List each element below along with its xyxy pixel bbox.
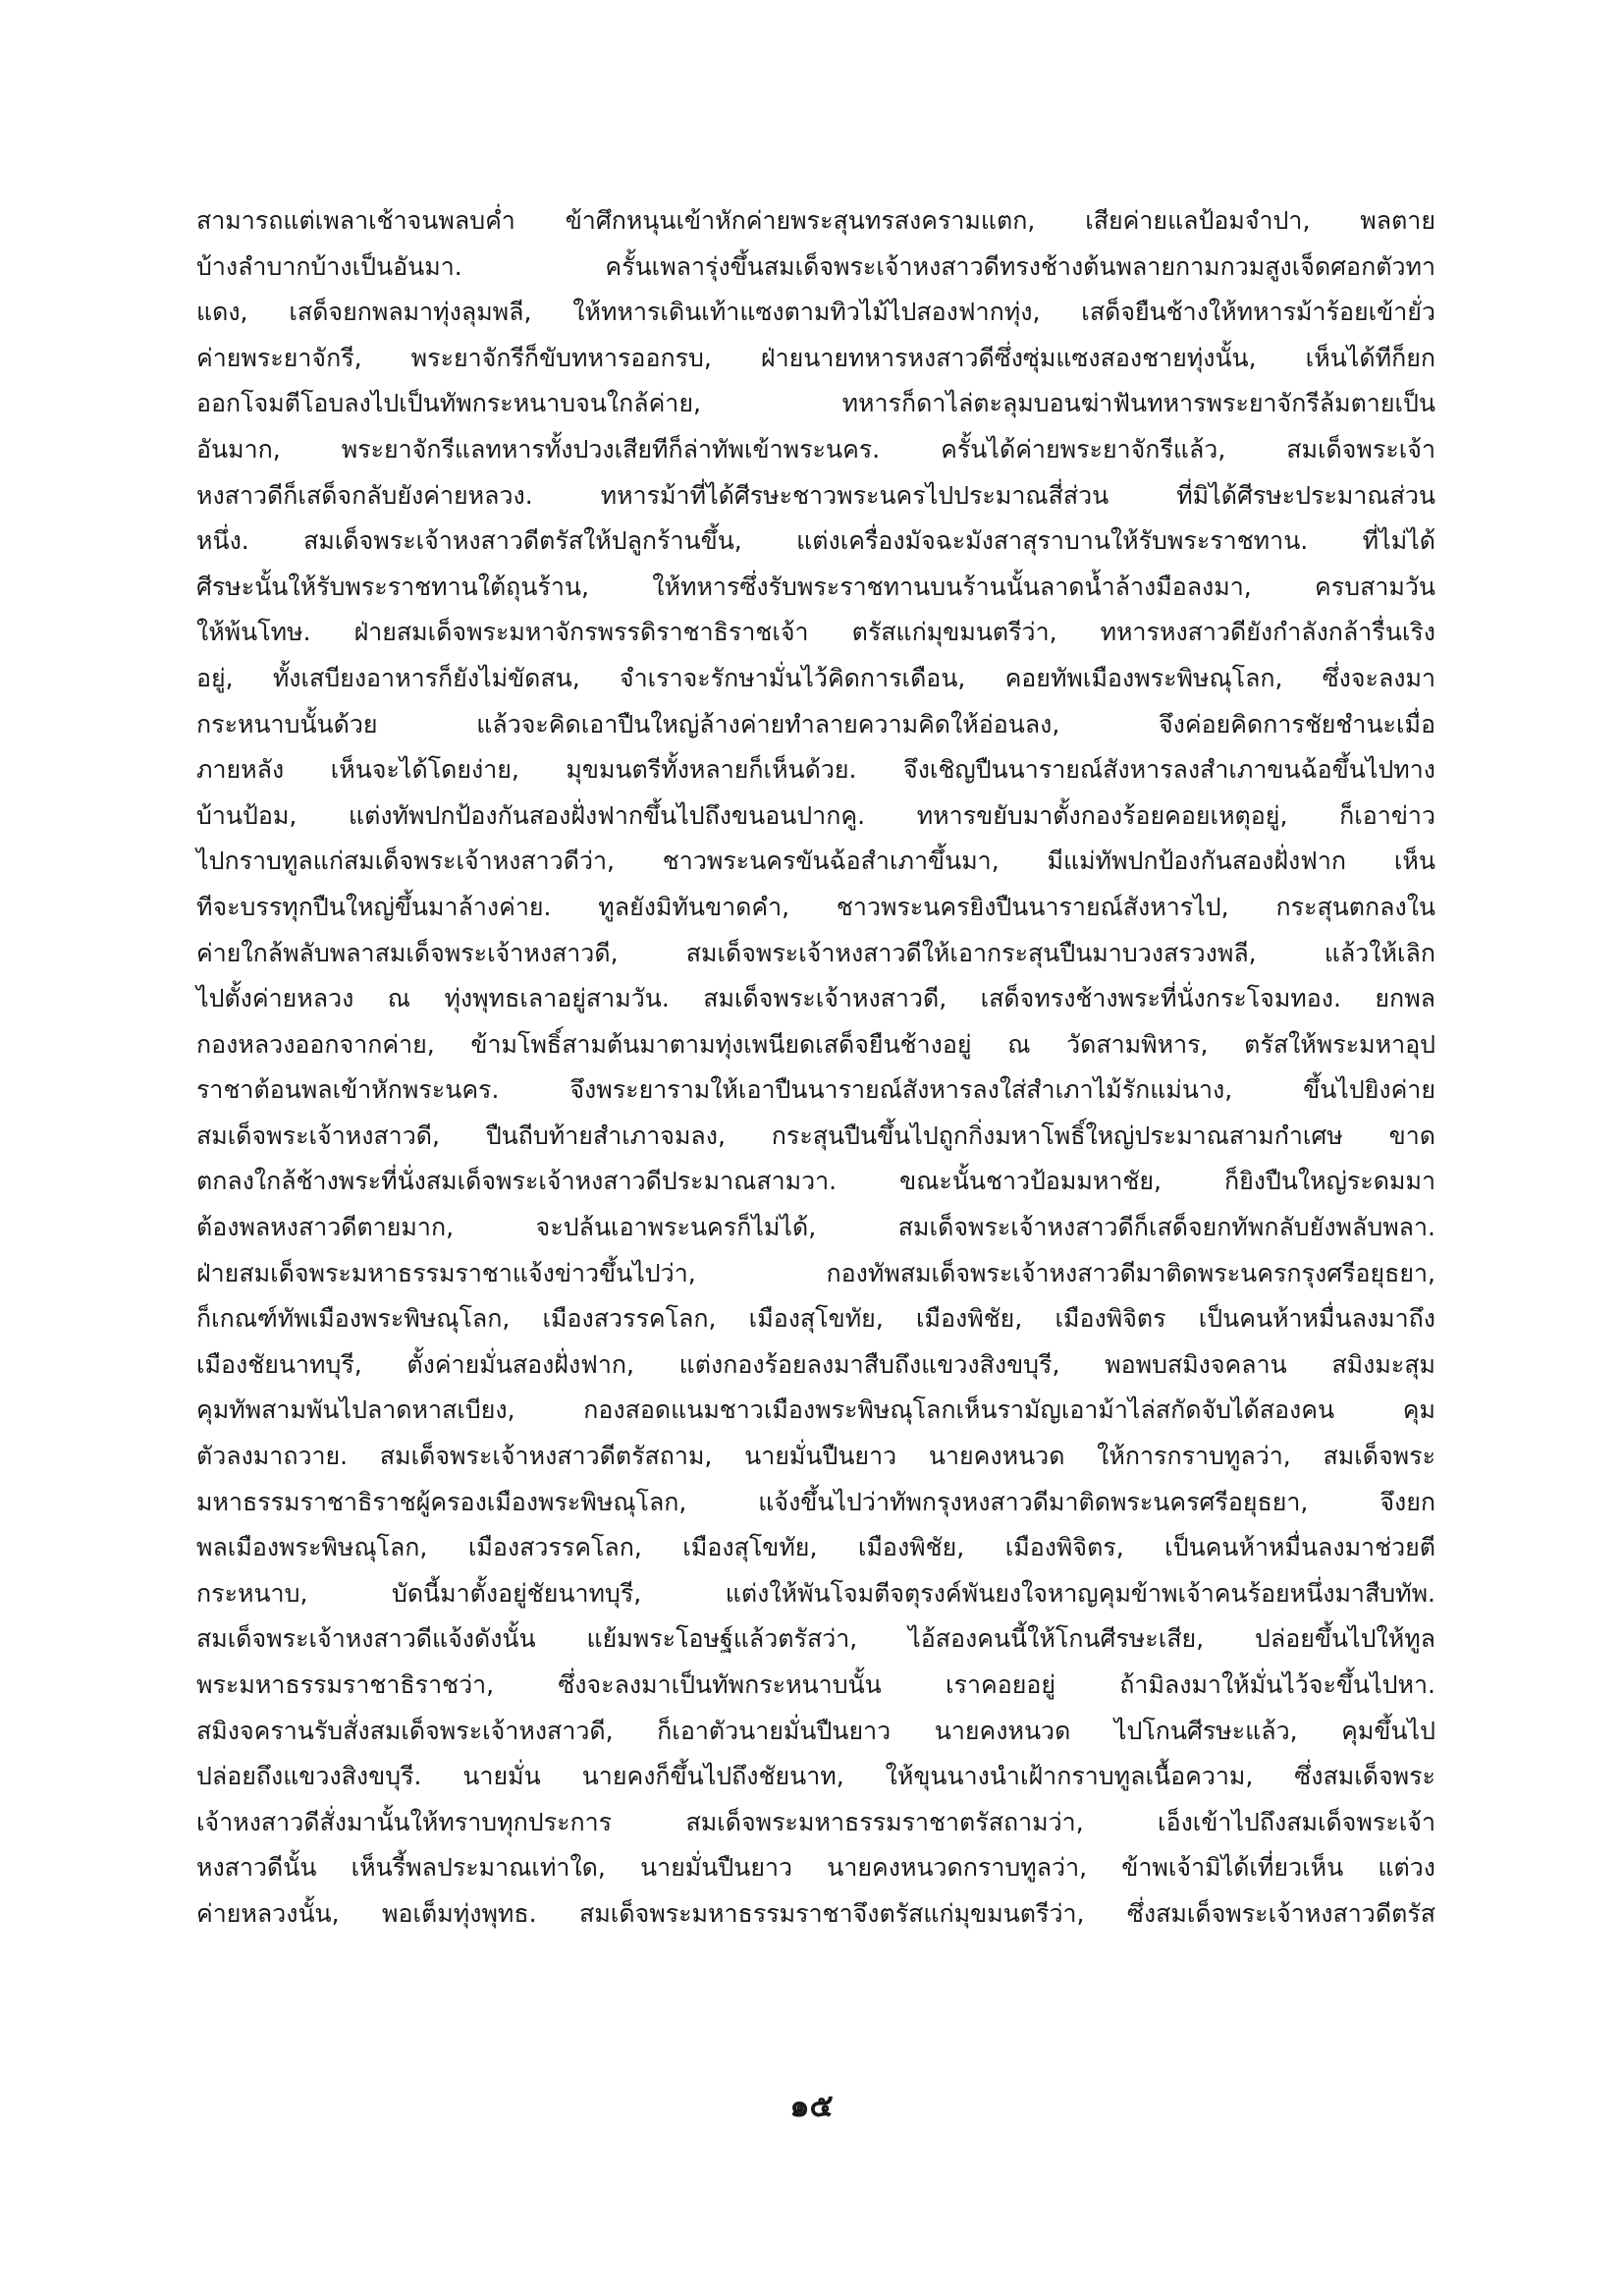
text-line: ออกโจมตีโอบลงไปเป็นทัพกระหนาบจนใกล้ค่าย, ทหารก็ดาไล่ตะลุมบอนฆ่าฟันทหารพระยาจักรีล้มตายเป็น — [196, 389, 1435, 418]
text-line: กระหนาบ, บัดนี้มาตั้งอยู่ชัยนาทบุรี, แต่งให้พันโจมตีจตุรงค์พันยงใจหาญคุมข้าพเจ้าคนร้อยหนึ่งมาสืบทัพ. — [196, 1578, 1435, 1608]
text-line: ค่ายพระยาจักรี, พระยาจักรีก็ขับทหารออกรบ, ฝ่ายนายทหารหงสาวดีซึ่งซุ่มแซงสองชายทุ่งนั้น, เห็นได้ทีก็ยก — [196, 343, 1435, 372]
text-line: หงสาวดีก็เสด็จกลับยังค่ายหลวง. ทหารม้าที่ได้ศีรษะชาวพระนครไปประมาณสี่ส่วน ที่มิได้ศีรษะประมาณส่วน — [196, 480, 1435, 510]
text-line: ไปตั้งค่ายหลวง ณ ทุ่งพุทธเลาอยู่สามวัน. สมเด็จพระเจ้าหงสาวดี, เสด็จทรงช้างพระที่นั่งกระโจมทอง. ยกพล — [196, 984, 1435, 1013]
text-line: ตกลงใกล้ช้างพระที่นั่งสมเด็จพระเจ้าหงสาวดีประมาณสามวา. ขณะนั้นชาวป้อมมหาชัย, ก็ยิงปืนใหญ่ระดมมา — [196, 1167, 1435, 1196]
text-line: บ้านป้อม, แต่งทัพปกป้องกันสองฝั่งฟากขึ้นไปถึงขนอนปากคู. ทหารขยับมาตั้งกองร้อยคอยเหตุอยู่, ก็เอาข่าว — [196, 800, 1435, 830]
body-text — [196, 198, 1435, 1938]
text-line: พลเมืองพระพิษณุโลก, เมืองสวรรคโลก, เมืองสุโขทัย, เมืองพิชัย, เมืองพิจิตร, เป็นคนห้าหมื่นลงมาช่วยตี — [196, 1533, 1435, 1562]
text-line: อันมาก, พระยาจักรีแลทหารทั้งปวงเสียทีก็ล่าทัพเข้าพระนคร. ครั้นได้ค่ายพระยาจักรีแล้ว, สมเด็จพระเจ้า — [196, 434, 1435, 464]
text-line: ทีจะบรรทุกปืนใหญ่ขึ้นมาล้างค่าย. ทูลยังมิทันขาดคำ, ชาวพระนครยิงปืนนารายณ์สังหารไป, กระสุนตกลงใน — [196, 892, 1435, 921]
text-line: ราชาต้อนพลเข้าหักพระนคร. จึงพระยารามให้เอาปืนนารายณ์สังหารลงใส่สำเภาไม้รักแม่นาง, ขึ้นไปยิงค่าย — [196, 1075, 1435, 1105]
page-number: ๑๕ — [789, 2087, 834, 2124]
text-line: ตัวลงมาถวาย. สมเด็จพระเจ้าหงสาวดีตรัสถาม, นายมั่นปืนยาว นายคงหนวด ให้การกราบทูลว่า, สมเด็จพระ — [196, 1442, 1435, 1471]
text-line: ฝ่ายสมเด็จพระมหาธรรมราชาแจ้งข่าวขึ้นไปว่า, กองทัพสมเด็จพระเจ้าหงสาวดีมาติดพระนครกรุงศรีอยุธยา, — [196, 1258, 1435, 1287]
text-line: บ้างลำบากบ้างเป็นอันมา. ครั้นเพลารุ่งขึ้นสมเด็จพระเจ้าหงสาวดีทรงช้างต้นพลายกามกวมสูงเจ็ดศอกตัวทา — [196, 251, 1435, 281]
text-line: แดง, เสด็จยกพลมาทุ่งลุมพลี, ให้ทหารเดินเท้าแซงตามทิวไม้ไปสองฟากทุ่ง, เสด็จยืนช้างให้ทหารม้าร้อยเข้ายั่ว — [196, 298, 1435, 327]
text-line: ก็เกณฑ์ทัพเมืองพระพิษณุโลก, เมืองสวรรคโลก, เมืองสุโขทัย, เมืองพิชัย, เมืองพิจิตร เป็นคนห้าหมื่นลงมาถึง — [196, 1304, 1435, 1334]
text-line: สมเด็จพระเจ้าหงสาวดีแจ้งดังนั้น แย้มพระโอษฐ์แล้วตรัสว่า, ไอ้สองคนนี้ให้โกนศีรษะเสีย, ปล่อยขึ้นไปให้ทูล — [196, 1624, 1435, 1654]
text-line: ค่ายหลวงนั้น, พอเต็มทุ่งพุทธ. สมเด็จพระมหาธรรมราชาจึงตรัสแก่มุขมนตรีว่า, ซึ่งสมเด็จพระเจ้าหงสาวดีตรัส — [196, 1898, 1435, 1928]
text-line: คุมทัพสามพันไปลาดหาสเบียง, กองสอดแนมชาวเมืองพระพิษณุโลกเห็นรามัญเอาม้าไล่สกัดจับได้สองคน คุม — [196, 1395, 1435, 1425]
text-line: เจ้าหงสาวดีสั่งมานั้นให้ทราบทุกประการ สมเด็จพระมหาธรรมราชาตรัสถามว่า, เอ็งเข้าไปถึงสมเด็จพระเจ้า — [196, 1807, 1435, 1836]
text-line: สามารถแต่เพลาเช้าจนพลบค่ำ ข้าศึกหนุนเข้าหักค่ายพระสุนทรสงครามแตก, เสียค่ายแลป้อมจำปา, พลตาย — [196, 206, 1435, 235]
text-line: ศีรษะนั้นให้รับพระราชทานใต้ถุนร้าน, ให้ทหารซึ่งรับพระราชทานบนร้านนั้นลาดน้ำล้างมือลงมา, ครบสามวัน — [196, 572, 1435, 601]
text-line: ต้องพลหงสาวดีตายมาก, จะปล้นเอาพระนครก็ไม่ได้, สมเด็จพระเจ้าหงสาวดีก็เสด็จยกทัพกลับยังพลับพลา. — [196, 1213, 1435, 1242]
text-line: หนึ่ง. สมเด็จพระเจ้าหงสาวดีตรัสให้ปลูกร้านขึ้น, แต่งเครื่องมัจฉะมังสาสุราบานให้รับพระราชทาน. ที่ไม่ได้ — [196, 526, 1435, 556]
text-line: ไปกราบทูลแก่สมเด็จพระเจ้าหงสาวดีว่า, ชาวพระนครขันฉ้อสำเภาขึ้นมา, มีแม่ทัพปกป้องกันสองฝั่งฟาก เห็น — [196, 847, 1435, 876]
text-line: ค่ายใกล้พลับพลาสมเด็จพระเจ้าหงสาวดี, สมเด็จพระเจ้าหงสาวดีให้เอากระสุนปืนมาบวงสรวงพลี, แล้วให้เลิก — [196, 938, 1435, 967]
text-line: พระมหาธรรมราชาธิราชว่า, ซึ่งจะลงมาเป็นทัพกระหนาบนั้น เราคอยอยู่ ถ้ามิลงมาให้มั่นไว้จะขึ้นไปหา. — [196, 1670, 1435, 1699]
text-line: กระหนาบนั้นด้วย แล้วจะคิดเอาปืนใหญ่ล้างค่ายทำลายความคิดให้อ่อนลง, จึงค่อยคิดการชัยชำนะเมื่อ — [196, 709, 1435, 738]
text-line: สมเด็จพระเจ้าหงสาวดี, ปืนถีบท้ายสำเภาจมลง, กระสุนปืนขึ้นไปถูกกิ่งมหาโพธิ์ใหญ่ประมาณสามกำเศษ ขาด — [196, 1121, 1435, 1150]
text-line: ให้พ้นโทษ. ฝ่ายสมเด็จพระมหาจักรพรรดิราชาธิราชเจ้า ตรัสแก่มุขมนตรีว่า, ทหารหงสาวดียังกำลังกล้ารื่นเริง — [196, 618, 1435, 647]
text-line: อยู่, ทั้งเสบียงอาหารก็ยังไม่ขัดสน, จำเราจะรักษามั่นไว้คิดการเดือน, คอยทัพเมืองพระพิษณุโลก, ซึ่งจะลงมา — [196, 663, 1435, 692]
text-line: ภายหลัง เห็นจะได้โดยง่าย, มุขมนตรีทั้งหลายก็เห็นด้วย. จึงเชิญปืนนารายณ์สังหารลงสำเภาขนฉ้อขึ้นไปทาง — [196, 755, 1435, 785]
text-line: สมิงจครานรับสั่งสมเด็จพระเจ้าหงสาวดี, ก็เอาตัวนายมั่นปืนยาว นายคงหนวด ไปโกนศีรษะแล้ว, คุมขึ้นไป — [196, 1716, 1435, 1745]
text-line: ปล่อยถึงแขวงสิงขบุรี. นายมั่น นายคงก็ขึ้นไปถึงชัยนาท, ให้ขุนนางนำเฝ้ากราบทูลเนื้อความ, ซึ่งสมเด็จพระ — [196, 1762, 1435, 1791]
text-line: เมืองชัยนาทบุรี, ตั้งค่ายมั่นสองฝั่งฟาก, แต่งกองร้อยลงมาสืบถึงแขวงสิงขบุรี, พอพบสมิงจคลาน สมิงมะสุม — [196, 1349, 1435, 1379]
text-line: หงสาวดีนั้น เห็นรี้พลประมาณเท่าใด, นายมั่นปืนยาว นายคงหนวดกราบทูลว่า, ข้าพเจ้ามิได้เที่ยวเห็น แต่วง — [196, 1853, 1435, 1883]
text-line: กองหลวงออกจากค่าย, ข้ามโพธิ์สามต้นมาตามทุ่งเพนียดเสด็จยืนช้างอยู่ ณ วัดสามพิหาร, ตรัสให้พระมหาอุป — [196, 1029, 1435, 1059]
text-line: มหาธรรมราชาธิราชผู้ครองเมืองพระพิษณุโลก, แจ้งขึ้นไปว่าทัพกรุงหงสาวดีมาติดพระนครศรีอยุธยา, จึงยก — [196, 1487, 1435, 1516]
